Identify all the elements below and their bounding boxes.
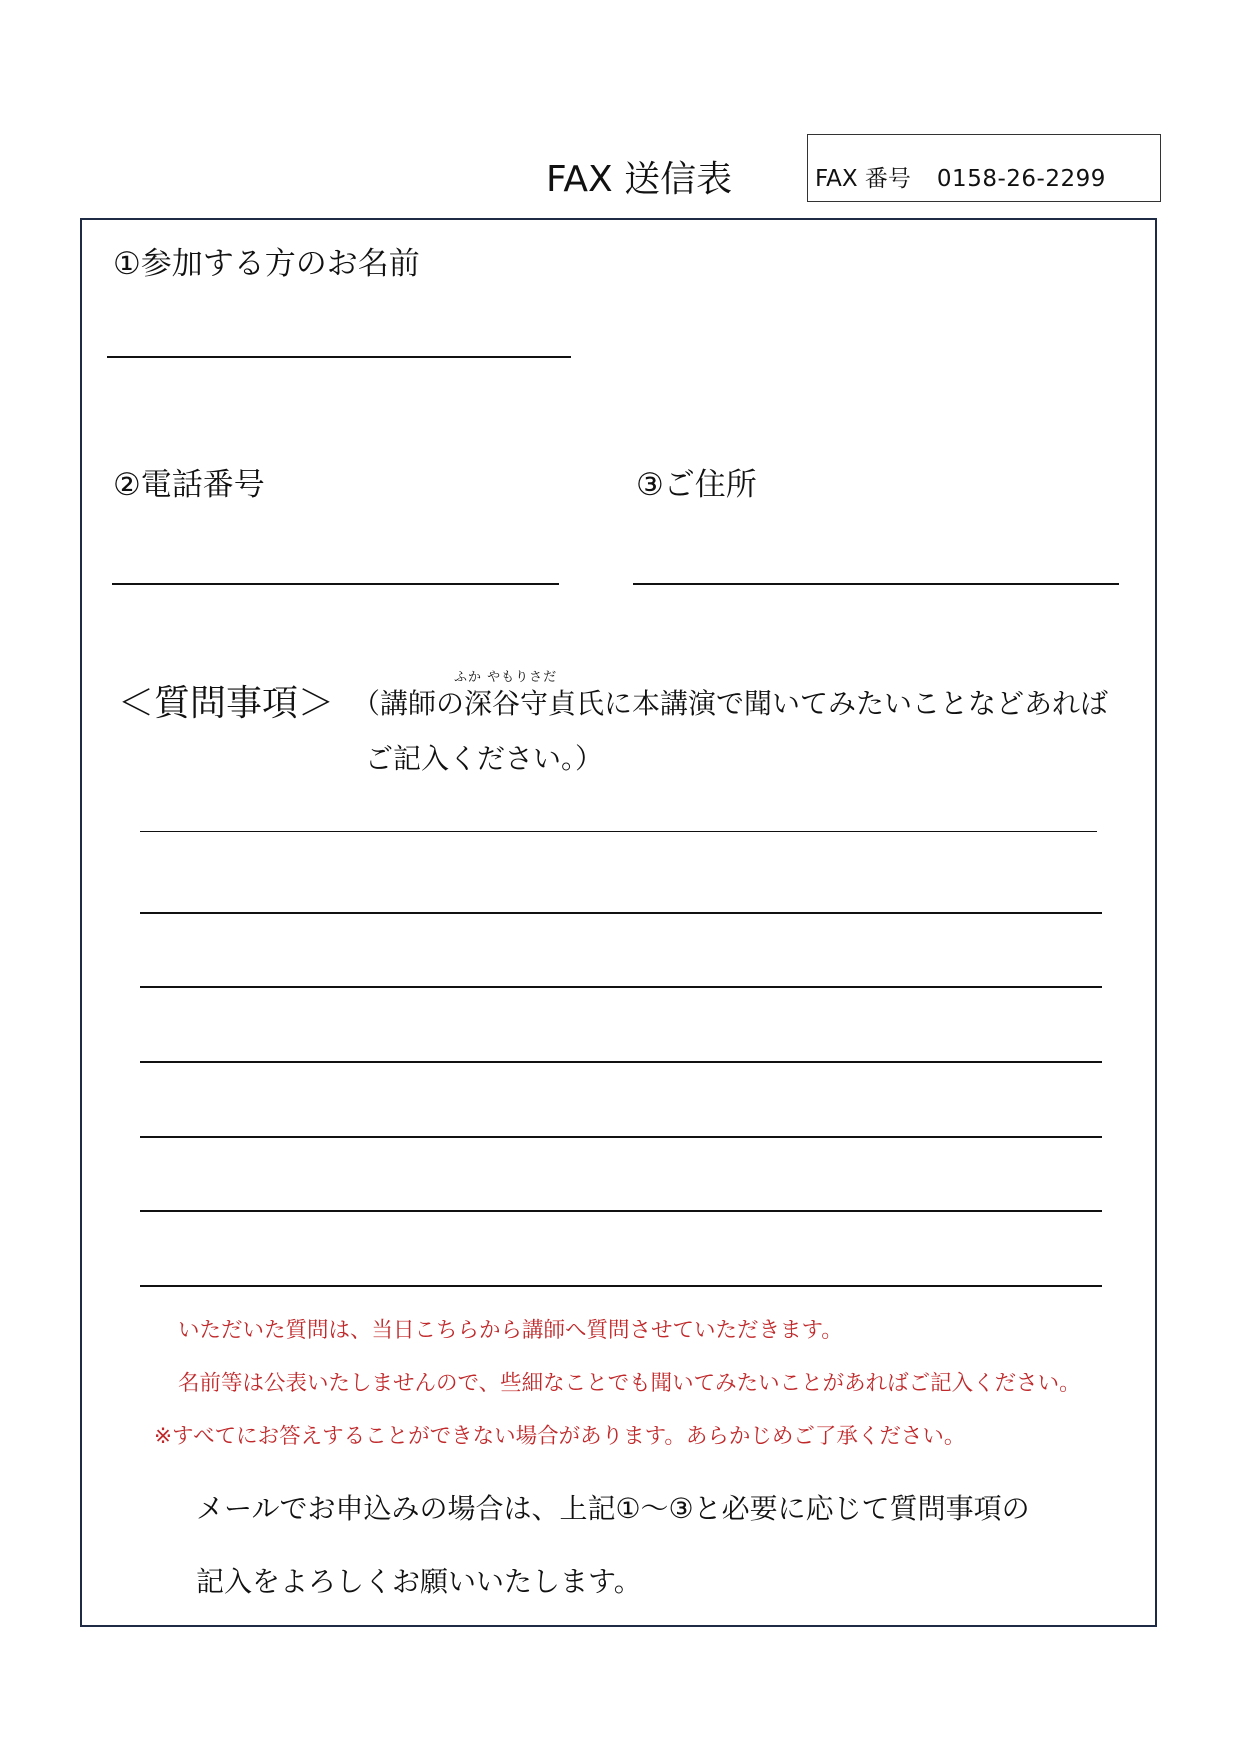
phone-label: ②電話番号: [113, 467, 265, 503]
address-label: ③ご住所: [636, 467, 757, 503]
answer-line[interactable]: [140, 1285, 1102, 1287]
questions-note-line2: ご記入ください。）: [365, 742, 604, 775]
address-field-line[interactable]: [633, 583, 1119, 585]
fax-number-value: 0158-26-2299: [936, 166, 1106, 192]
answer-line[interactable]: [140, 986, 1102, 988]
notice-line: いただいた質問は、当日こちらから講師へ質問させていただきます。: [178, 1318, 843, 1343]
phone-field-line[interactable]: [112, 583, 559, 585]
answer-line[interactable]: [140, 831, 1097, 832]
name-field-line[interactable]: [107, 356, 571, 358]
answer-line[interactable]: [140, 1210, 1102, 1212]
notice-line: ※すべてにお答えすることができない場合があります。あらかじめご了承ください。: [154, 1424, 966, 1449]
furigana-ruby: ふか やもりさだ: [454, 670, 558, 685]
name-label: ①参加する方のお名前: [113, 246, 420, 282]
closing-line1: メールでお申込みの場合は、上記①～③と必要に応じて質問事項の: [196, 1492, 1030, 1525]
fax-number-text: [815, 164, 1106, 194]
closing-line2: 記入をよろしくお願いいたします。: [196, 1565, 642, 1598]
form-title: FAX 送信表: [546, 159, 733, 200]
answer-line[interactable]: [140, 1061, 1102, 1063]
answer-line[interactable]: [140, 912, 1102, 914]
fax-number-label: FAX 番号: [815, 166, 911, 192]
form-frame: [80, 218, 1157, 1627]
questions-heading: ＜質問事項＞: [118, 683, 335, 724]
questions-note-line1: （講師の深谷守貞氏に本講演で聞いてみたいことなどあれば: [352, 687, 1109, 720]
notice-line: 名前等は公表いたしませんので、些細なことでも聞いてみたいことがあればご記入ください。: [178, 1371, 1081, 1396]
answer-line[interactable]: [140, 1136, 1102, 1138]
